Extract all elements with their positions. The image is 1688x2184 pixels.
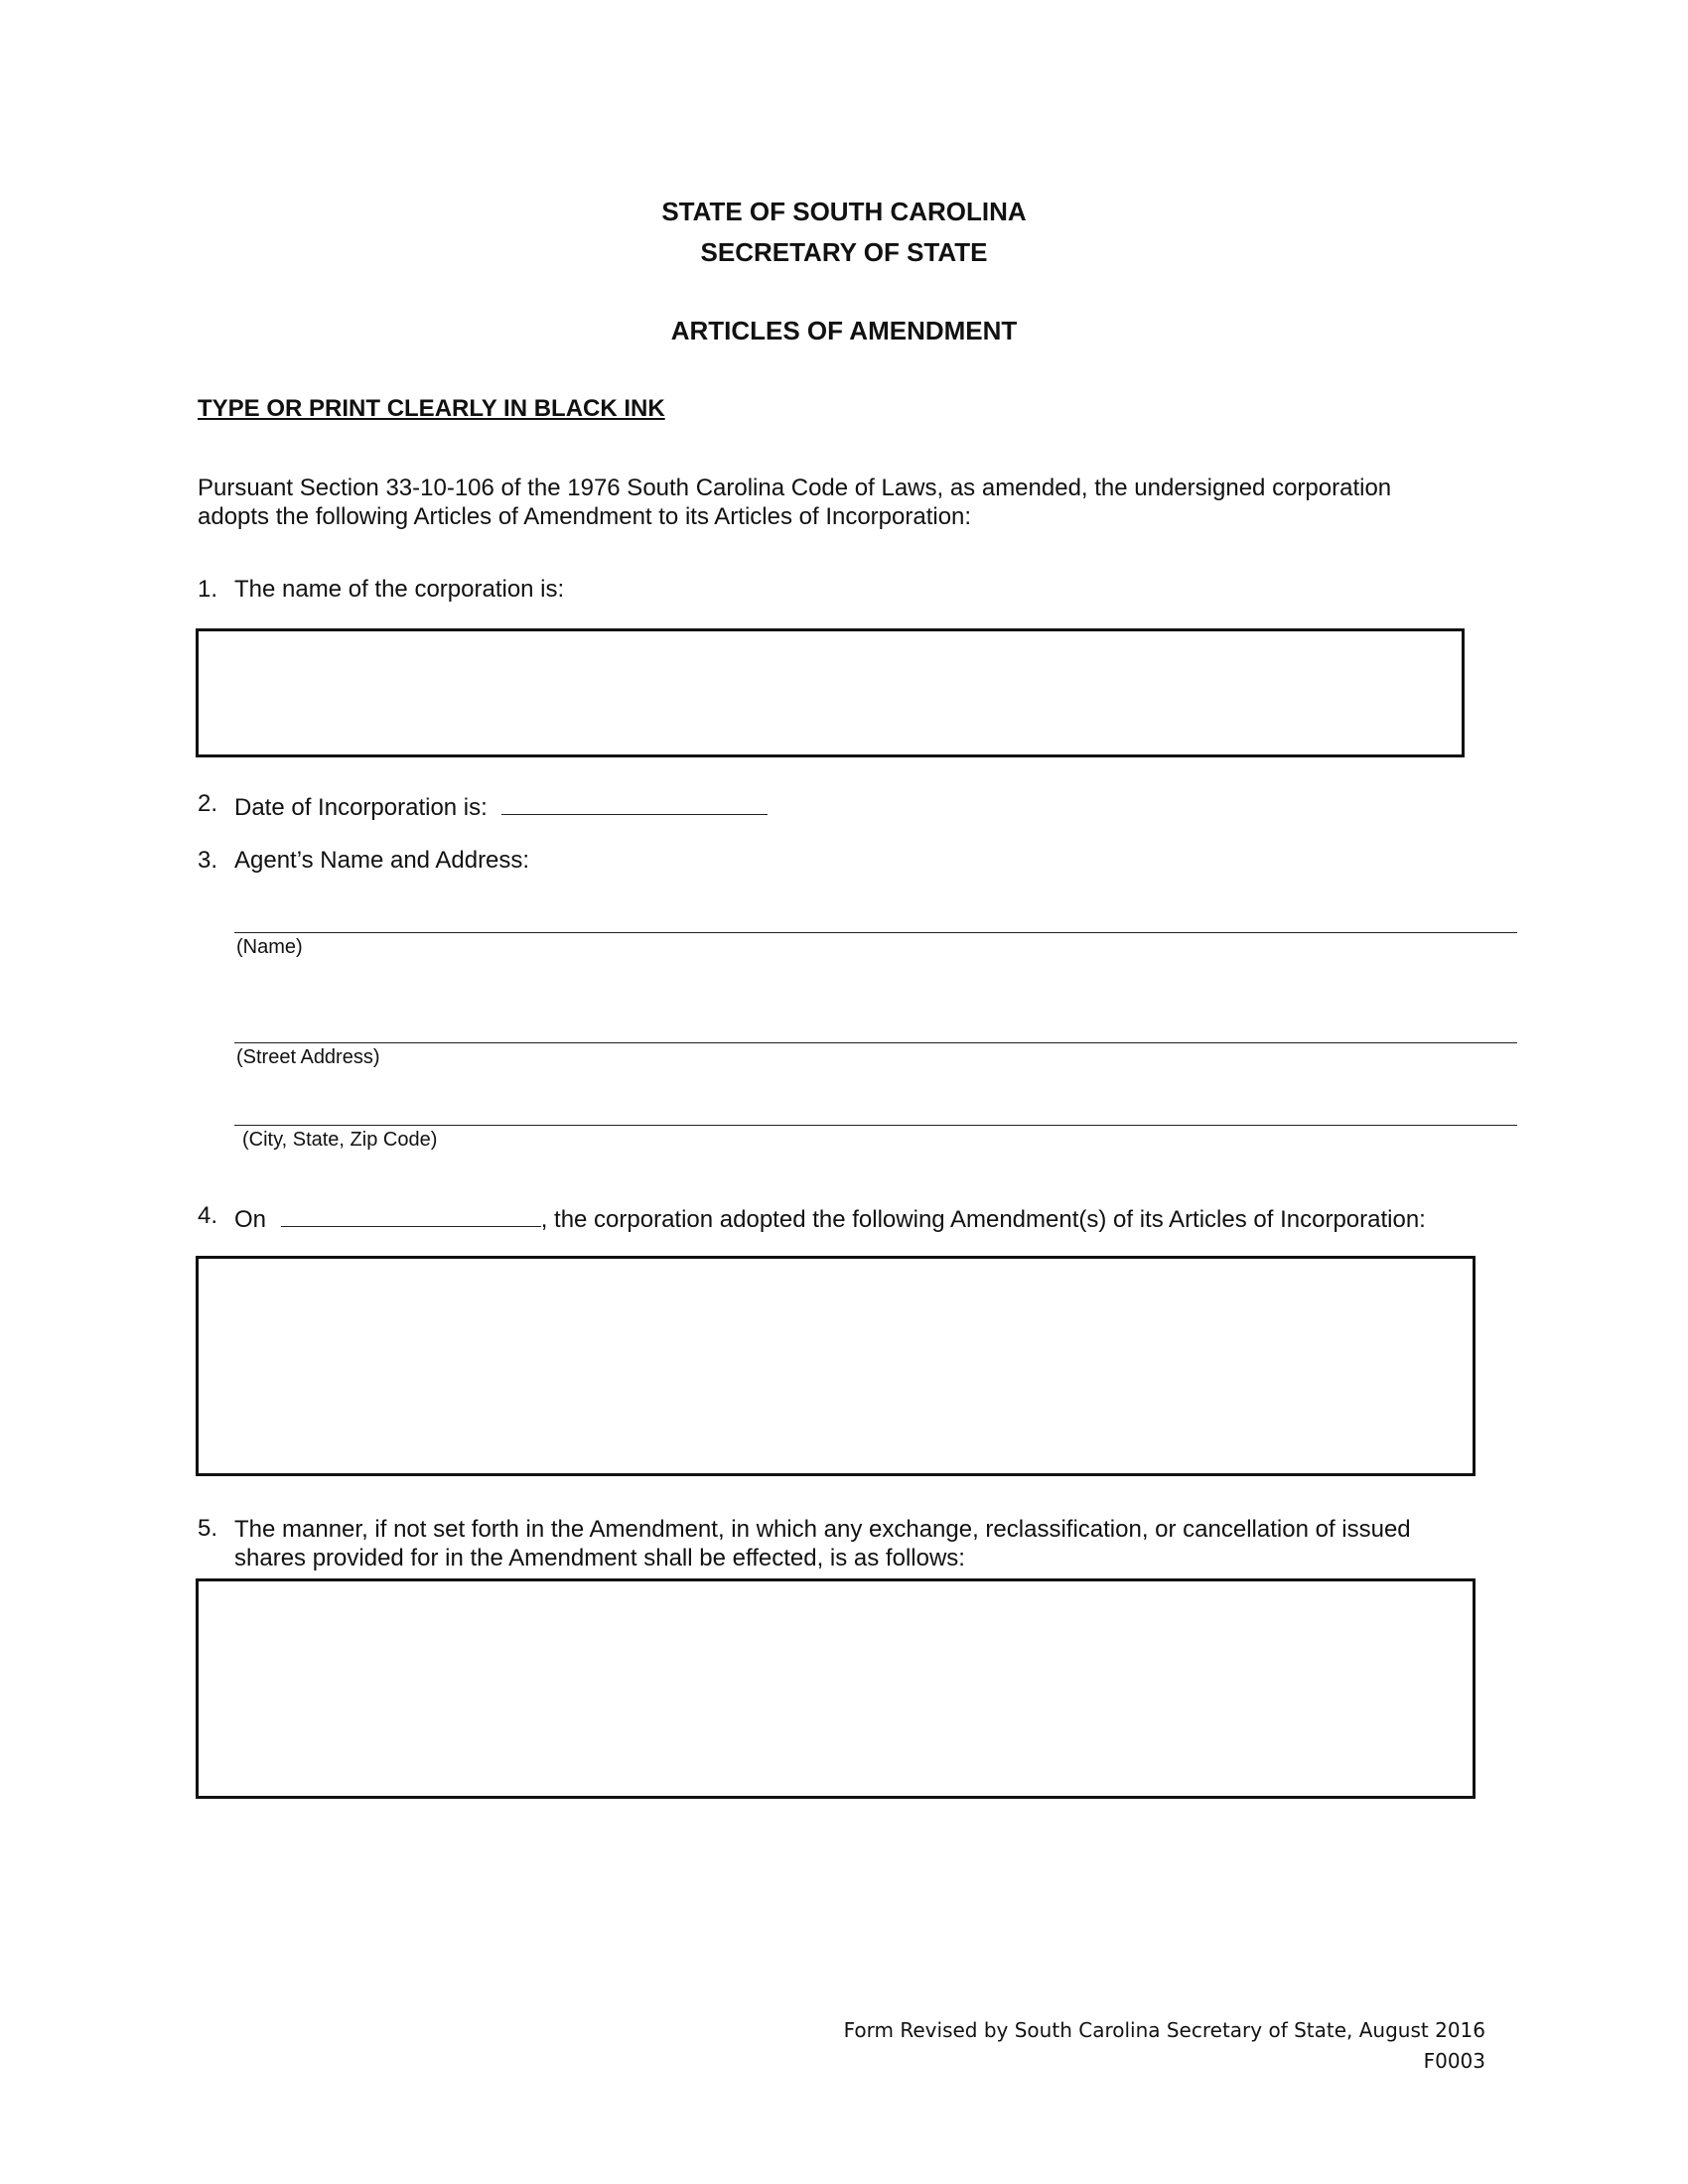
- item-2-number: 2.: [198, 790, 218, 817]
- item-2-line: [234, 790, 768, 822]
- share-exchange-manner-box[interactable]: [196, 1578, 1476, 1799]
- document-title: ARTICLES OF AMENDMENT: [670, 316, 1018, 345]
- item-5-line-1: The manner, if not set forth in the Amendment, in which any exchange, reclassification, or cancellation of issued: [234, 1516, 1411, 1543]
- item-4-suffix: , the corporation adopted the following Amendment(s) of its Articles of Incorporation:: [540, 1206, 1426, 1233]
- item-4-prefix: On: [234, 1206, 267, 1233]
- item-5-line-2: shares provided for in the Amendment shall be effected, is as follows:: [234, 1545, 965, 1571]
- item-4-line: [234, 1202, 1426, 1234]
- corporation-name-box[interactable]: [196, 628, 1465, 757]
- item-5-text: [234, 1515, 1411, 1572]
- item-5-number: 5.: [198, 1515, 218, 1542]
- header-state: STATE OF SOUTH CAROLINA: [661, 197, 1027, 226]
- agent-city-caption: (City, State, Zip Code): [242, 1129, 438, 1151]
- agent-street-line[interactable]: [234, 1042, 1517, 1043]
- amendments-box[interactable]: [196, 1256, 1476, 1476]
- agent-street-caption: (Street Address): [236, 1046, 380, 1068]
- item-1-label: The name of the corporation is:: [234, 576, 565, 603]
- agent-city-line[interactable]: [234, 1125, 1517, 1126]
- item-3-number: 3.: [198, 847, 218, 874]
- intro-paragraph: [198, 474, 1391, 531]
- intro-line-1: Pursuant Section 33-10-106 of the 1976 South Carolina Code of Laws, as amended, the undersigned corporation: [198, 475, 1392, 501]
- agent-name-caption: (Name): [236, 936, 303, 958]
- intro-line-2: adopts the following Articles of Amendment to its Articles of Incorporation:: [198, 503, 972, 530]
- instruction-text: TYPE OR PRINT CLEARLY IN BLACK INK: [198, 395, 665, 422]
- incorporation-date-field[interactable]: [501, 790, 768, 815]
- header-office: SECRETARY OF STATE: [700, 237, 988, 267]
- form-code: F0003: [1423, 2049, 1485, 2073]
- item-2-label: Date of Incorporation is:: [234, 794, 488, 821]
- item-3-label: Agent’s Name and Address:: [234, 847, 530, 874]
- item-4-number: 4.: [198, 1202, 218, 1229]
- agent-name-line[interactable]: [234, 932, 1517, 933]
- item-1-number: 1.: [198, 576, 218, 603]
- amendment-date-field[interactable]: [281, 1202, 541, 1227]
- form-revision-note: Form Revised by South Carolina Secretary of State, August 2016: [843, 2018, 1485, 2042]
